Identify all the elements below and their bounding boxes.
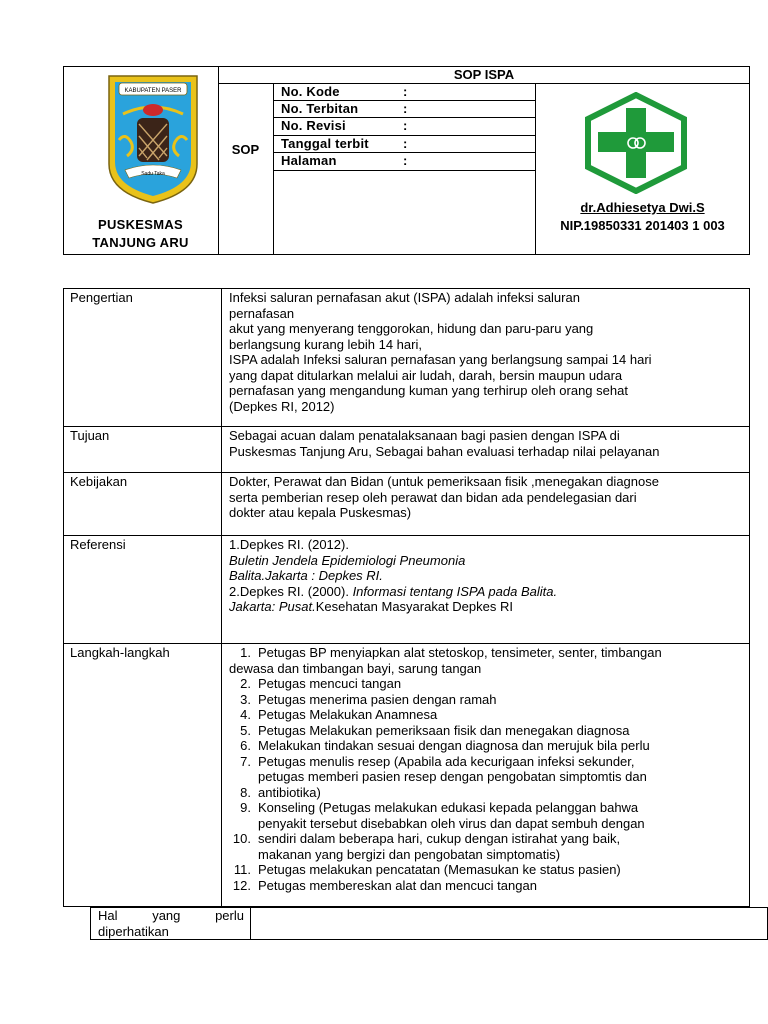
step-row: 4. Petugas Melakukan Anamnesa	[240, 707, 438, 722]
body-row-divider	[63, 472, 750, 473]
step-row: 8. antibiotika)	[240, 784, 321, 800]
field-no-kode: No. Kode :	[281, 84, 408, 99]
steps-list	[229, 645, 747, 893]
step-row: petugas memberi pasien resep dengan pengobatan simptomtis dan	[258, 769, 647, 784]
step-1-wrap: dewasa dan timbangan bayi, sarung tangan	[229, 660, 482, 676]
text-tujuan: Sebagai acuan dalam penatalaksanaan bagi pasien dengan ISPA di Puskesmas Tanjung Aru, Sebagai bahan evaluasi terhadap nilai pelayanan	[229, 428, 660, 459]
field-halaman: Halaman :	[281, 153, 408, 168]
header-divider	[273, 83, 274, 255]
step-row: 12. Petugas membereskan alat dan mencuci tangan	[232, 877, 537, 893]
step-row: 2. Petugas mencuci tangan	[240, 676, 402, 691]
field-tanggal-terbit: Tanggal terbit :	[281, 136, 408, 151]
label-tujuan: Tujuan	[70, 428, 110, 443]
signatory-nip: NIP.19850331 201403 1 003	[560, 218, 725, 233]
label-pengertian: Pengertian	[70, 290, 133, 305]
document-title: SOP ISPA	[453, 67, 515, 82]
puskesmas-logo-icon	[583, 92, 689, 194]
kabupaten-paser-emblem-icon	[105, 70, 201, 206]
text-referensi: 1.Depkes RI. (2012). Buletin Jendela Epidemiologi Pneumonia Balita.Jakarta : Depkes RI. 2.Depkes RI. (2000). Informasi tentang ISPA pada Balita. Jakarta: Pusat.Kesehatan Masyarakat Depkes RI	[229, 537, 558, 614]
svg-text:KABUPATEN PASER: KABUPATEN PASER	[124, 88, 182, 94]
field-row-divider	[273, 170, 535, 171]
step-row: makanan yang bergizi dan pengobatan simptomatis)	[258, 846, 561, 862]
step-1: 1. Petugas BP menyiapkan alat stetoskop, tensimeter, senter, timbangan	[240, 645, 662, 660]
step-row: 10. sendiri dalam beberapa hari, cukup dengan istirahat yang baik,	[232, 831, 621, 846]
field-no-revisi: No. Revisi :	[281, 118, 408, 133]
step-row: penyakit tersebut disebabkan oleh virus dan dapat sembuh dengan	[258, 815, 645, 831]
body-row-divider	[63, 535, 750, 536]
step-row: 9. Konseling (Petugas melakukan edukasi kepada pelanggan bahwa	[240, 800, 639, 815]
label-referensi: Referensi	[70, 537, 126, 552]
body-column-divider	[221, 288, 222, 907]
label-langkah: Langkah-langkah	[70, 645, 170, 660]
header-divider	[218, 66, 219, 255]
signatory-name: dr.Adhiesetya Dwi.S	[580, 200, 705, 215]
label-kebijakan: Kebijakan	[70, 474, 128, 489]
body-row-divider	[63, 426, 750, 427]
field-no-terbitan: No. Terbitan :	[281, 101, 408, 116]
label-hal-perlu: Hal yang perlu diperhatikan	[98, 908, 244, 939]
text-pengertian: Infeksi saluran pernafasan akut (ISPA) adalah infeksi saluran pernafasan akut yang menyerang tenggorokan, hidung dan paru-paru yang berlangsung kurang lebih 14 hari, ISPA adalah Infeksi saluran pernafasan yang berlangsung sampai 14 hari yang dapat ditularkan melalui air ludah, darah, bersin maupun udara pernafasan yang mengandung kuman yang terhirup oleh orang sehat (Depkes RI, 2012)	[229, 290, 652, 414]
body-row-divider	[63, 643, 750, 644]
step-row: 3. Petugas menerima pasien dengan ramah	[240, 691, 497, 707]
org-name-line2: TANJUNG ARU	[92, 235, 189, 250]
org-name-line1: PUSKESMAS	[97, 217, 184, 232]
sop-label: SOP	[231, 142, 260, 157]
text-kebijakan: Dokter, Perawat dan Bidan (untuk pemeriksaan fisik ,menegakan diagnose serta pemberian resep oleh perawat dan bidan ada pendelegasian dari dokter atau kepala Puskesmas)	[229, 474, 659, 520]
step-row: 6. Melakukan tindakan sesuai dengan diagnosa dan merujuk bila perlu	[240, 738, 650, 753]
notes-divider	[250, 907, 251, 940]
step-row: 7. Petugas menulis resep (Apabila ada kecurigaan infeksi sekunder,	[240, 753, 635, 769]
step-row: 5. Petugas Melakukan pemeriksaan fisik dan menegakan diagnosa	[240, 722, 630, 738]
svg-text:Sadu Taka: Sadu Taka	[141, 171, 165, 177]
step-row: 11. Petugas melakukan pencatatan (Memasukan ke status pasien)	[233, 862, 621, 877]
